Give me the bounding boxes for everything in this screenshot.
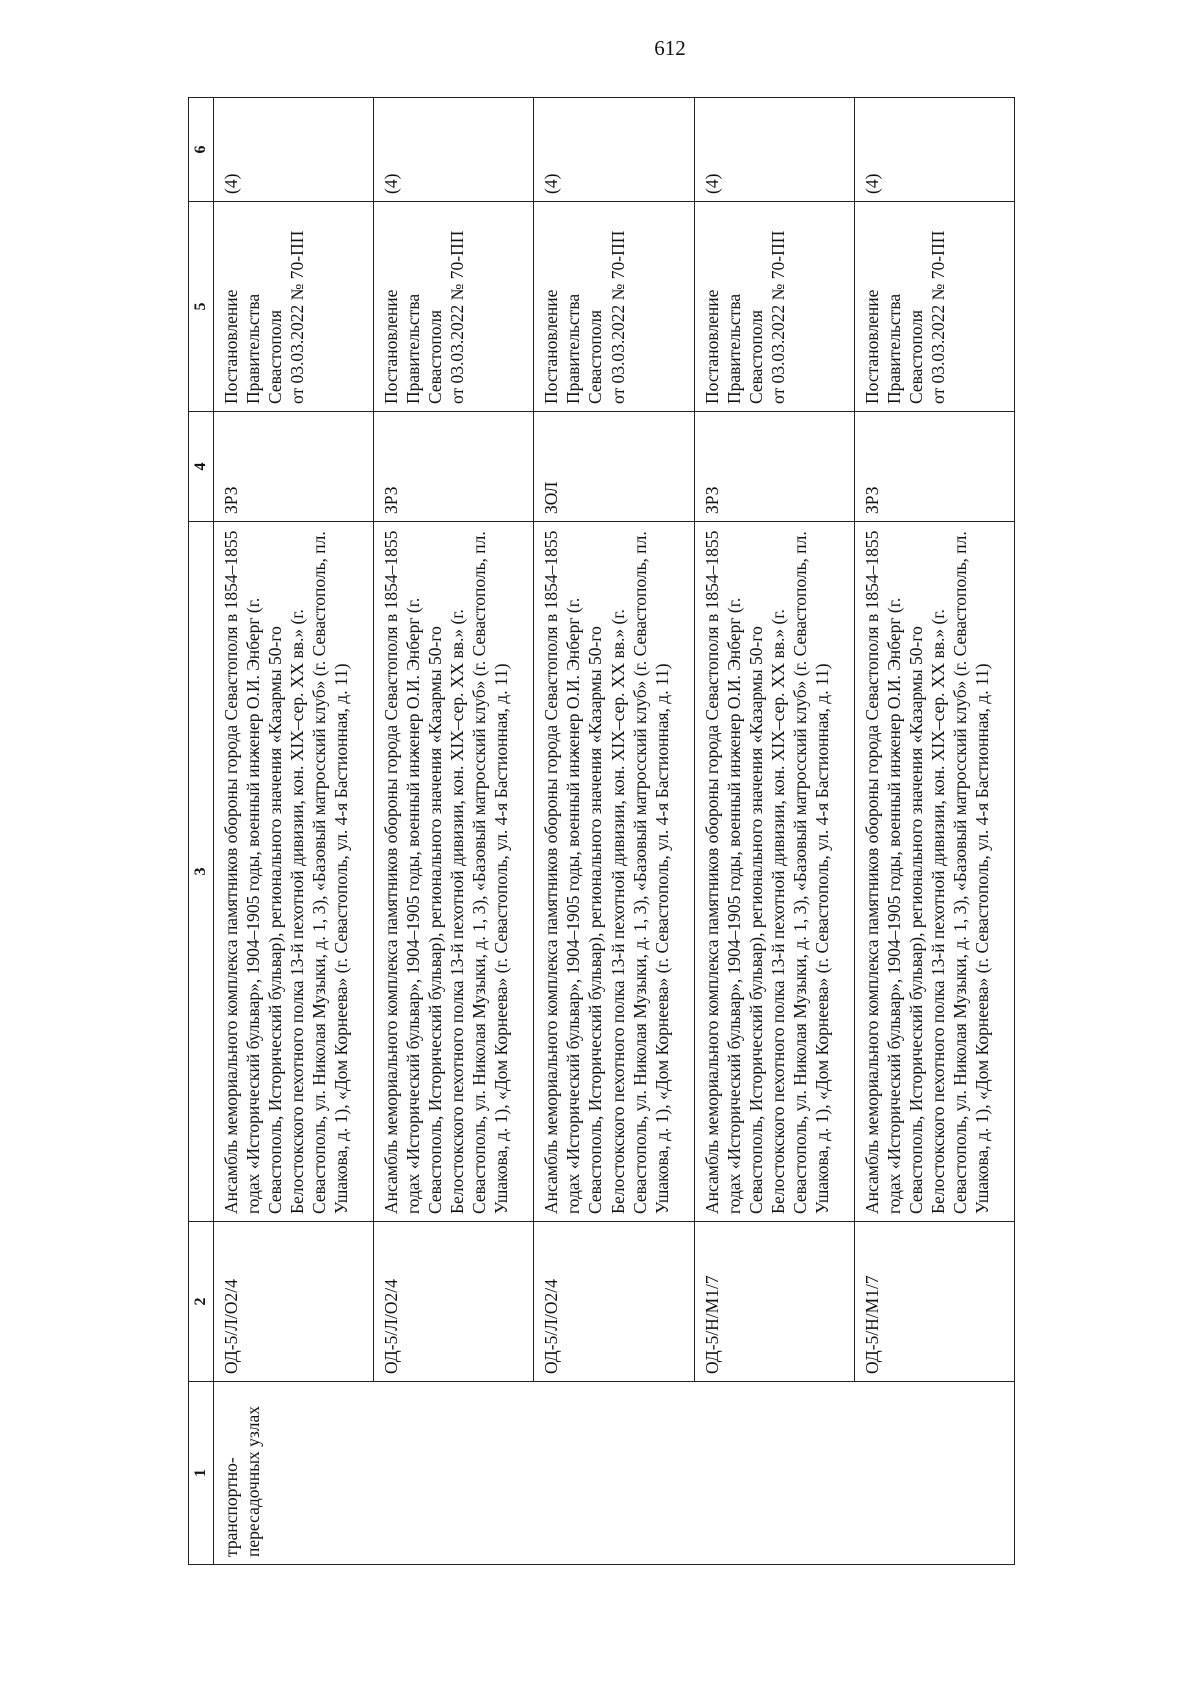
legal-document-cell: Постановление Правительства Севастополя от 03.03.2022 № 70-ПП	[854, 202, 1014, 412]
zone-type-cell: ЗРЗ	[854, 412, 1014, 522]
object-description-cell: Ансамбль мемориального комплекса памятников обороны города Севастополя в 1854–1855 годах «Исторический бульвар», 1904–1905 годы, военный инженер О.И. Энберг (г. Севастополь, Исторический бульвар), регионального значения «Казармы 50-го Белостокского пехотного полка 13-й пехотной дивизии, кон. XIX–сер. XX вв.» (г. Севастополь, ул. Николая Музыки, д. 1, 3), «Базовый матросский клуб» (г. Севастополь, пл. Ушакова, д. 1), «Дом Корнеева» (г. Севастополь, ул. 4-я Бастионная, д. 11)	[374, 522, 534, 1222]
table-row	[694, 98, 854, 1565]
zone-type-cell: ЗРЗ	[374, 412, 534, 522]
group-label-cell: транспортно- пересадочных узлах	[214, 1382, 1015, 1565]
zone-code-cell: ОД-5/Н/М1/7	[694, 1222, 854, 1382]
legal-document-cell: Постановление Правительства Севастополя от 03.03.2022 № 70-ПП	[534, 202, 694, 412]
note-cell: (4)	[694, 98, 854, 202]
table-row	[374, 98, 534, 1565]
header-cell-3: 3	[189, 522, 214, 1222]
note-cell: (4)	[374, 98, 534, 202]
header-cell-2: 2	[189, 1222, 214, 1382]
table-row	[214, 98, 374, 1565]
header-cell-5: 5	[189, 202, 214, 412]
page-number: 612	[654, 36, 686, 60]
zone-type-cell: ЗРЗ	[214, 412, 374, 522]
note-cell: (4)	[534, 98, 694, 202]
header-cell-6: 6	[189, 98, 214, 202]
table-row	[854, 98, 1014, 1565]
note-cell: (4)	[854, 98, 1014, 202]
zone-code-cell: ОД-5/Л/О2/4	[374, 1222, 534, 1382]
object-description-cell: Ансамбль мемориального комплекса памятников обороны города Севастополя в 1854–1855 годах «Исторический бульвар», 1904–1905 годы, военный инженер О.И. Энберг (г. Севастополь, Исторический бульвар), регионального значения «Казармы 50-го Белостокского пехотного полка 13-й пехотной дивизии, кон. XIX–сер. XX вв.» (г. Севастополь, ул. Николая Музыки, д. 1, 3), «Базовый матросский клуб» (г. Севастополь, пл. Ушакова, д. 1), «Дом Корнеева» (г. Севастополь, ул. 4-я Бастионная, д. 11)	[534, 522, 694, 1222]
zone-code-cell: ОД-5/Н/М1/7	[854, 1222, 1014, 1382]
zones-table	[188, 97, 1015, 1565]
zone-code-cell: ОД-5/Л/О2/4	[534, 1222, 694, 1382]
legal-document-cell: Постановление Правительства Севастополя от 03.03.2022 № 70-ПП	[214, 202, 374, 412]
zone-type-cell: ЗОЛ	[534, 412, 694, 522]
zone-code-cell: ОД-5/Л/О2/4	[214, 1222, 374, 1382]
header-cell-1: 1	[189, 1382, 214, 1565]
table-row	[534, 98, 694, 1565]
rotated-table-container	[188, 98, 1015, 1565]
zone-type-cell: ЗРЗ	[694, 412, 854, 522]
legal-document-cell: Постановление Правительства Севастополя от 03.03.2022 № 70-ПП	[374, 202, 534, 412]
object-description-cell: Ансамбль мемориального комплекса памятников обороны города Севастополя в 1854–1855 годах «Исторический бульвар», 1904–1905 годы, военный инженер О.И. Энберг (г. Севастополь, Исторический бульвар), регионального значения «Казармы 50-го Белостокского пехотного полка 13-й пехотной дивизии, кон. XIX–сер. XX вв.» (г. Севастополь, ул. Николая Музыки, д. 1, 3), «Базовый матросский клуб» (г. Севастополь, пл. Ушакова, д. 1), «Дом Корнеева» (г. Севастополь, ул. 4-я Бастионная, д. 11)	[694, 522, 854, 1222]
note-cell: (4)	[214, 98, 374, 202]
header-cell-4: 4	[189, 412, 214, 522]
object-description-cell: Ансамбль мемориального комплекса памятников обороны города Севастополя в 1854–1855 годах «Исторический бульвар», 1904–1905 годы, военный инженер О.И. Энберг (г. Севастополь, Исторический бульвар), регионального значения «Казармы 50-го Белостокского пехотного полка 13-й пехотной дивизии, кон. XIX–сер. XX вв.» (г. Севастополь, ул. Николая Музыки, д. 1, 3), «Базовый матросский клуб» (г. Севастополь, пл. Ушакова, д. 1), «Дом Корнеева» (г. Севастополь, ул. 4-я Бастионная, д. 11)	[854, 522, 1014, 1222]
legal-document-cell: Постановление Правительства Севастополя от 03.03.2022 № 70-ПП	[694, 202, 854, 412]
header-row	[189, 98, 214, 1565]
object-description-cell: Ансамбль мемориального комплекса памятников обороны города Севастополя в 1854–1855 годах «Исторический бульвар», 1904–1905 годы, военный инженер О.И. Энберг (г. Севастополь, Исторический бульвар), регионального значения «Казармы 50-го Белостокского пехотного полка 13-й пехотной дивизии, кон. XIX–сер. XX вв.» (г. Севастополь, ул. Николая Музыки, д. 1, 3), «Базовый матросский клуб» (г. Севастополь, пл. Ушакова, д. 1), «Дом Корнеева» (г. Севастополь, ул. 4-я Бастионная, д. 11)	[214, 522, 374, 1222]
